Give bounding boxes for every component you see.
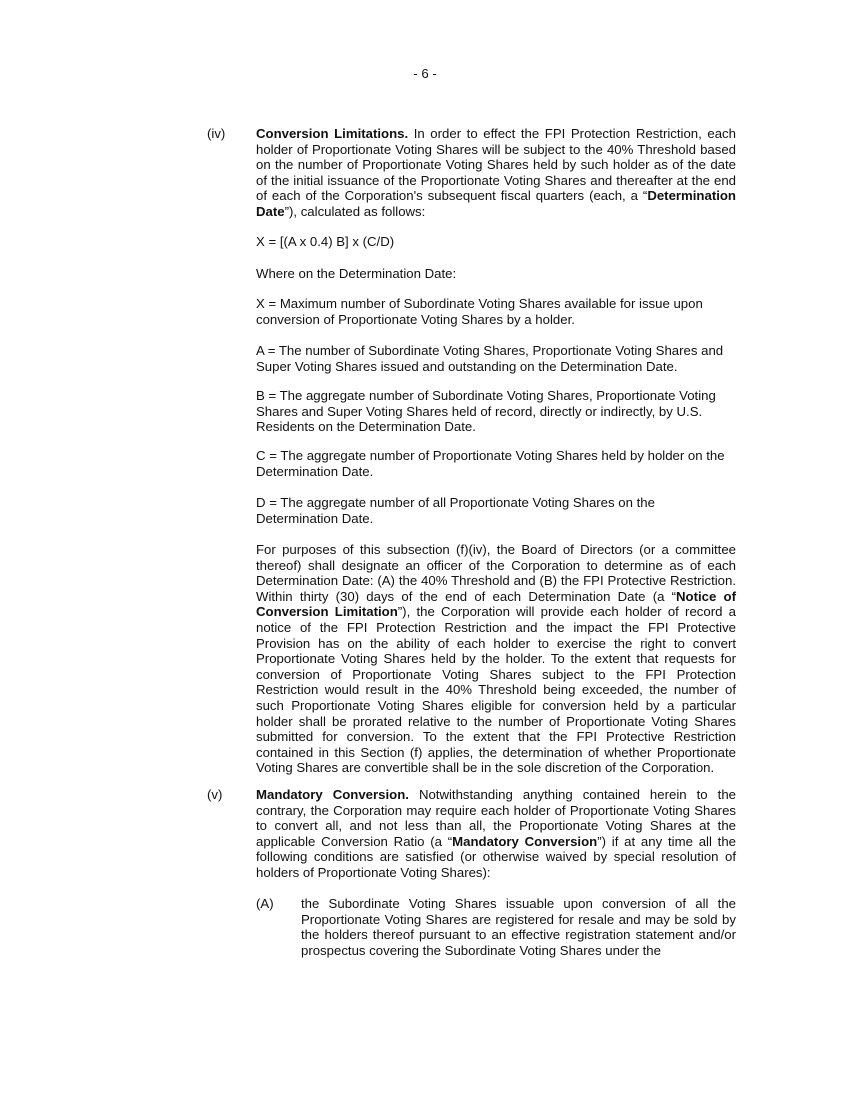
section-iv-intro-b: ”), calculated as follows: — [284, 203, 426, 219]
section-v-text-a: Notwithstanding anything contained herein to the contrary, the Corporation may require each holder of Proportionate Voting Shares to convert all, and not less than all, the Proportionate Voting Shares at the applicable Conversion Ratio (a “ — [256, 787, 736, 849]
definition-c: C = The aggregate number of Proportionate Voting Shares held by holder on the Determination Date. — [256, 448, 725, 479]
section-v-label: (v) — [207, 787, 223, 802]
section-iv-intro-a: In order to effect the FPI Protection Restriction, each holder of Proportionate Voting Shares will be subject to the 40% Threshold based on the number of Proportionate Voting Shares held by such holder as of the date of the initial issuance of the Proportionate Voting Shares and thereafter at the end of each of the Corporation's subsequent fiscal quarters (each, a “ — [256, 126, 736, 204]
mandatory-conversion-term: Mandatory Conversion — [452, 833, 598, 849]
page-number: - 6 - — [413, 66, 437, 81]
determination-paragraph — [256, 542, 736, 776]
definition-b: B = The aggregate number of Subordinate Voting Shares, Proportionate Voting Shares and Super Voting Shares held of record, directly or indirectly, by U.S. Residents on the Determination Date. — [256, 388, 716, 435]
item-a-text: the Subordinate Voting Shares issuable upon conversion of all the Proportionate Voting Shares are registered for resale and may be sold by the holders thereof pursuant to an effective registration statement and/or prospectus covering the Subordinate Voting Shares under the — [301, 896, 736, 958]
section-iv-heading: Conversion Limitations. — [256, 126, 409, 141]
section-v-paragraph — [256, 787, 736, 881]
item-a-label: (A) — [256, 896, 274, 911]
section-v-text-b: ”) if at any time all the following conditions are satisfied (or otherwise waived by special resolution of holders of Proportionate Voting Shares): — [256, 833, 737, 880]
section-iv-label: (iv) — [207, 126, 226, 141]
section-iv-intro — [256, 126, 736, 220]
definition-x: X = Maximum number of Subordinate Voting Shares available for issue upon conversion of Proportionate Voting Shares by a holder. — [256, 296, 703, 327]
purpose-text-a: For purposes of this subsection (f)(iv), the Board of Directors (or a committee thereof) shall designate an officer of the Corporation to determine as of each Determination Date: (A) the 40% Threshold and (B) the FPI Protective Restriction. Within thirty (30) days of the end of each Determination Date (a “ — [256, 542, 736, 604]
purpose-text-b: ”), the Corporation will provide each holder of record a notice of the FPI Protection Restriction and the impact the FPI Protective Provision has on the ability of each holder to exercise the right to convert Proportionate Voting Shares held by the holder. To the extent that requests for conversion of Proportionate Voting Shares subject to the FPI Protection Restriction would result in the 40% Threshold being exceeded, the number of such Proportionate Voting Shares eligible for conversion held by a particular holder shall be prorated relative to the number of Proportionate Voting Shares submitted for conversion. To the extent that the FPI Protective Restriction contained in this Section (f) applies, the determination of whether Proportionate Voting Shares are convertible shall be in the sole discretion of the Corporation. — [256, 604, 736, 776]
item-a-paragraph — [301, 896, 736, 958]
definition-d: D = The aggregate number of all Proportionate Voting Shares on the Determination Date. — [256, 495, 655, 526]
notice-conversion-limitation-term: Notice of Conversion Limitation — [256, 588, 736, 620]
definition-a: A = The number of Subordinate Voting Shares, Proportionate Voting Shares and Super Voting Shares issued and outstanding on the Determination Date. — [256, 343, 724, 374]
where-line: Where on the Determination Date: — [256, 266, 457, 281]
determination-date-term: Determination Date — [256, 188, 736, 219]
section-v-heading: Mandatory Conversion. — [256, 787, 409, 802]
conversion-formula: X = [(A x 0.4) B] x (C/D) — [256, 234, 395, 249]
